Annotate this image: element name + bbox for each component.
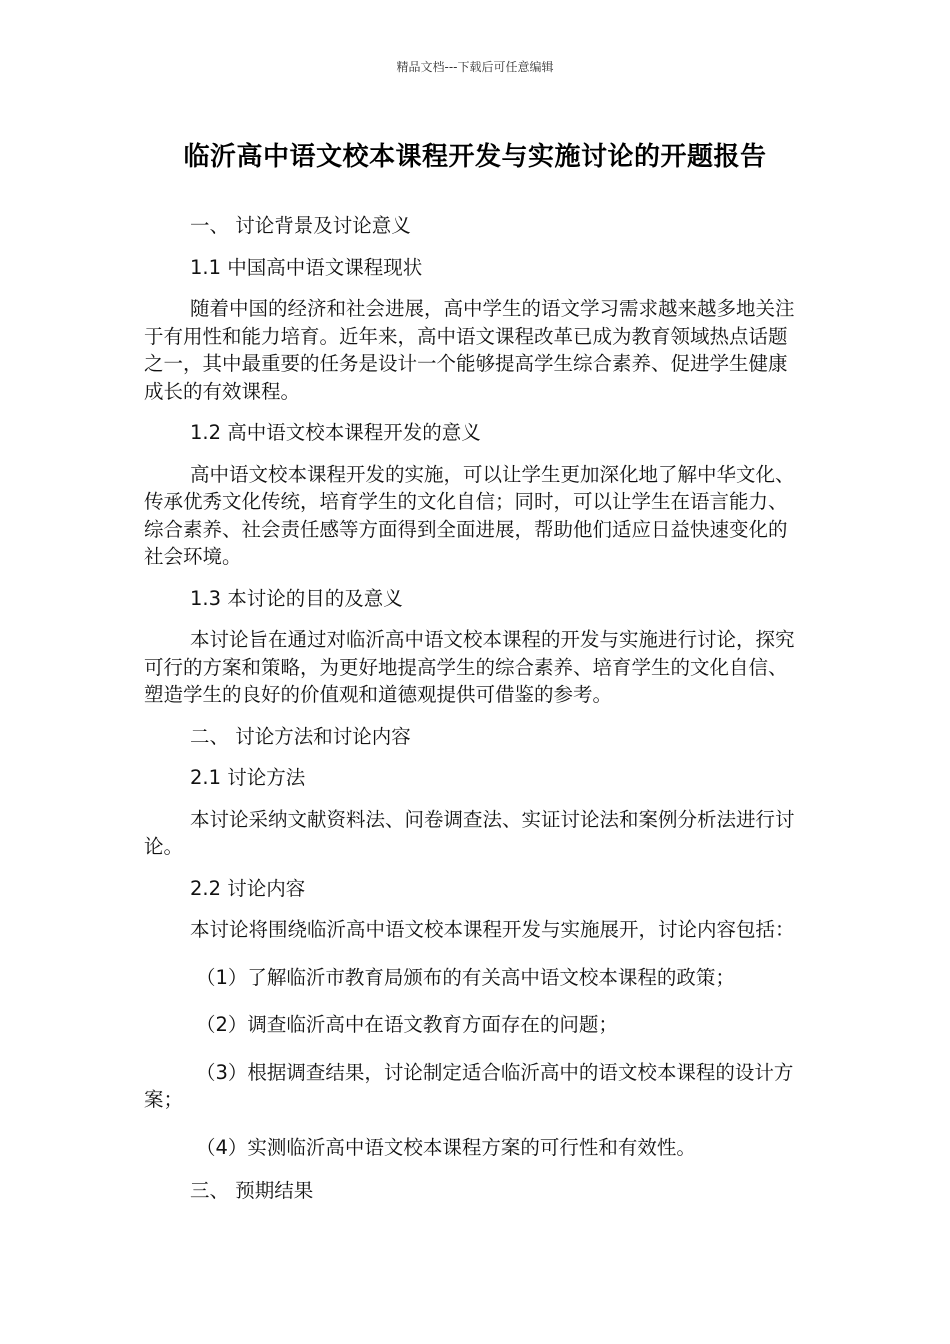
paragraph-1-2: 高中语文校本课程开发的实施，可以让学生更加深化地了解中华文化、传承优秀文化传统，培育学生的文化自信；同时，可以让学生在语言能力、综合素养、社会责任感等方面得到全面进展，帮助他们适应日益快速变化的社会环境。 (144, 462, 795, 568)
section-heading-3: 三、 预期结果 (190, 1179, 314, 1202)
subsection-heading-1-3: 1.3 本讨论的目的及意义 (190, 586, 403, 610)
document-body (144, 212, 806, 1205)
subsection-heading-2-2: 2.2 讨论内容 (190, 876, 306, 900)
section-heading-2: 二、 讨论方法和讨论内容 (190, 724, 411, 748)
subsection-heading-1-2: 1.2 高中语文校本课程开发的意义 (190, 421, 481, 444)
subsection-heading-1-1: 1.1 中国高中语文课程现状 (190, 255, 423, 279)
section-heading-1: 一、 讨论背景及讨论意义 (190, 214, 411, 237)
list-item: （4）实测临沂高中语文校本课程方案的可行性和有效性。 (196, 1135, 696, 1159)
list-item: （1）了解临沂市教育局颁布的有关高中语文校本课程的政策； (196, 965, 735, 989)
paragraph-2-1: 本讨论采纳文献资料法、问卷调查法、实证讨论法和案例分析法进行讨论。 (144, 807, 795, 858)
subsection-heading-2-1: 2.1 讨论方法 (190, 766, 306, 789)
paragraph-1-1: 随着中国的经济和社会进展，高中学生的语文学习需求越来越多地关注于有用性和能力培育。近年来，高中语文课程改革已成为教育领域热点话题之一，其中最重要的任务是设计一个能够提高学生综合素养、促进学生健康成长的有效课程。 (144, 297, 795, 403)
header-note: 精品文档---下载后可任意编辑 (396, 60, 554, 74)
document-title: 临沂高中语文校本课程开发与实施讨论的开题报告 (183, 142, 767, 172)
paragraph-2-2: 本讨论将围绕临沂高中语文校本课程开发与实施展开，讨论内容包括： (190, 918, 795, 941)
list-item: （2）调查临沂高中在语文教育方面存在的问题； (196, 1013, 618, 1036)
paragraph-1-3: 本讨论旨在通过对临沂高中语文校本课程的开发与实施进行讨论，探究可行的方案和策略，为更好地提高学生的综合素养、培育学生的文化自信、塑造学生的良好的价值观和道德观提供可借鉴的参考。 (144, 628, 795, 706)
list-item: （3）根据调查结果，讨论制定适合临沂高中的语文校本课程的设计方案； (144, 1060, 794, 1111)
